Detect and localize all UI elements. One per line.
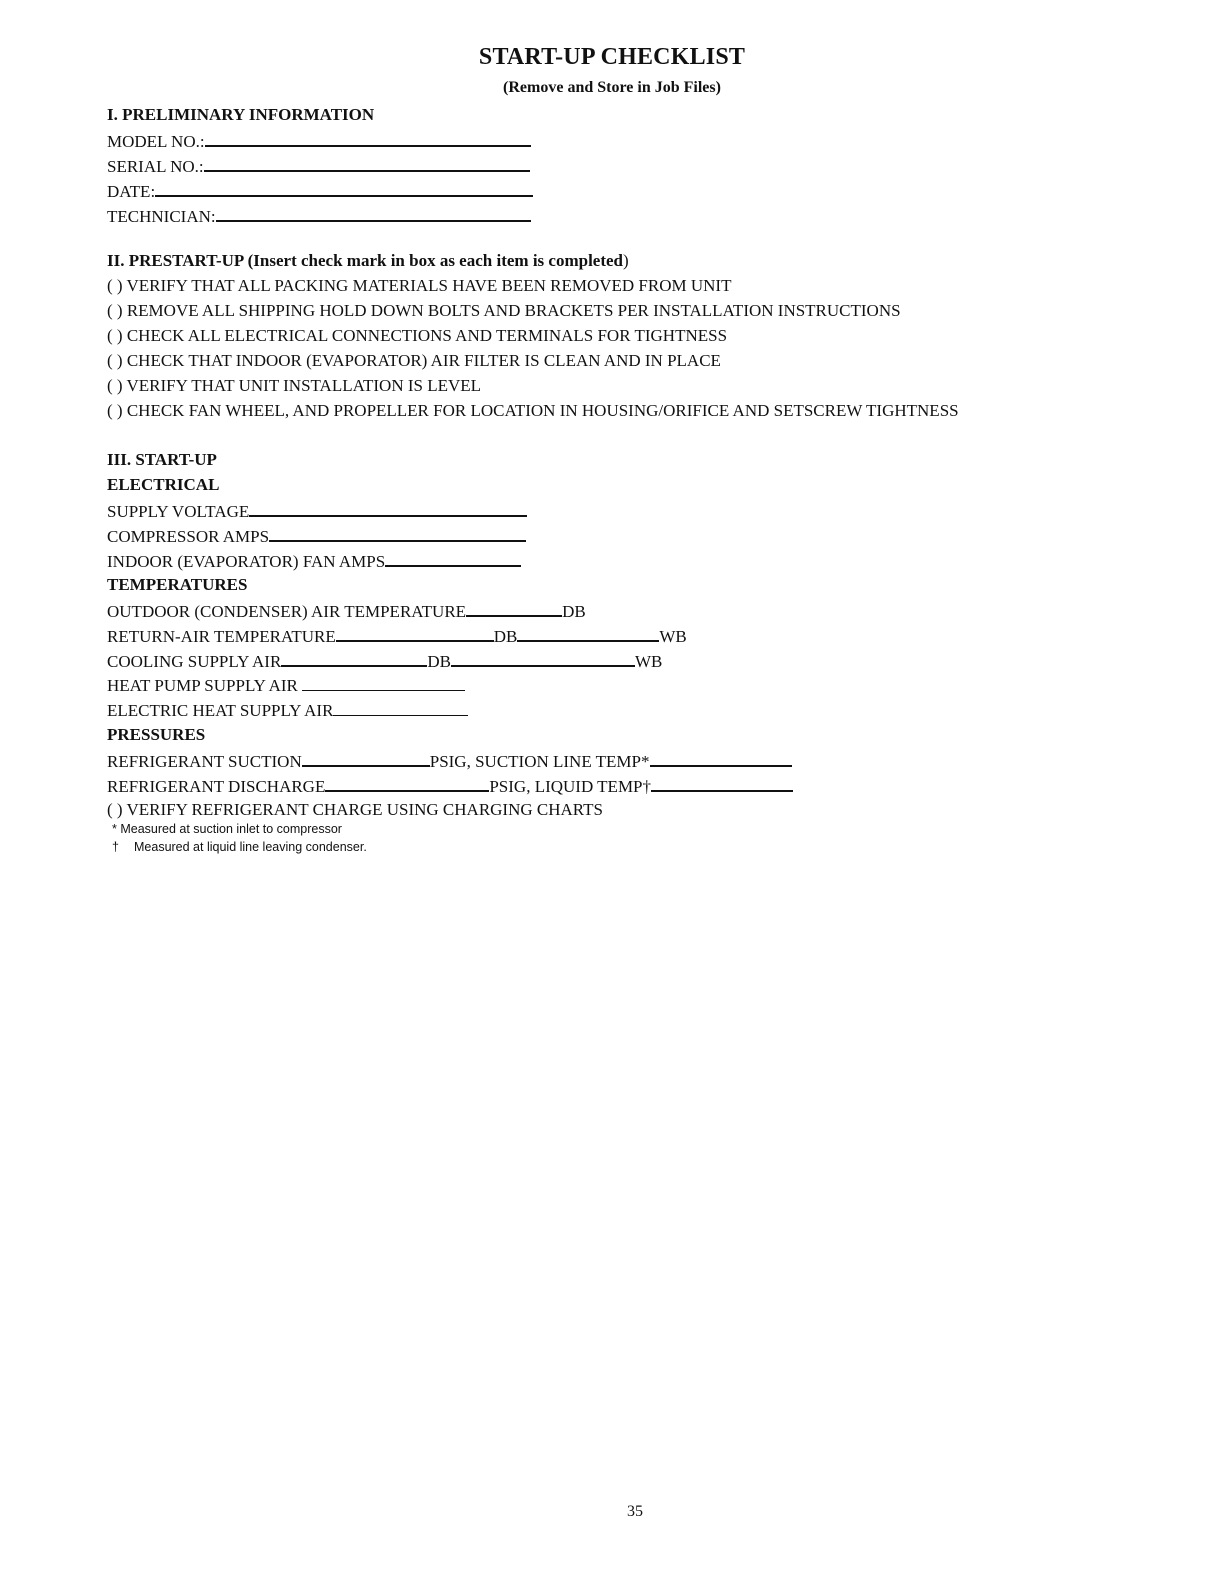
compressor-amps-row xyxy=(107,524,526,548)
date-row xyxy=(107,179,533,203)
electric-heat-supply-field[interactable] xyxy=(333,699,468,716)
outdoor-temp-label: OUTDOOR (CONDENSER) AIR TEMPERATURE xyxy=(107,602,467,621)
model-field[interactable] xyxy=(205,129,531,147)
liquid-temp-field[interactable] xyxy=(651,774,793,792)
prestart-item[interactable]: ( ) REMOVE ALL SHIPPING HOLD DOWN BOLTS AND BRACKETS PER INSTALLATION INSTRUCTIONS xyxy=(107,301,901,320)
compressor-amps-label: COMPRESSOR AMPS xyxy=(107,527,270,546)
prestart-item[interactable]: ( ) VERIFY THAT ALL PACKING MATERIALS HAVE BEEN REMOVED FROM UNIT xyxy=(107,276,732,295)
startup-heading: III. START-UP xyxy=(107,450,217,469)
electric-heat-supply-label: ELECTRIC HEAT SUPPLY AIR xyxy=(107,701,334,720)
liquid-temp-label: PSIG, LIQUID TEMP† xyxy=(489,777,652,796)
suction-psig-field[interactable] xyxy=(302,749,430,767)
return-air-db-field[interactable] xyxy=(336,624,494,642)
page-number: 35 xyxy=(627,1503,643,1520)
supply-voltage-label: SUPPLY VOLTAGE xyxy=(107,502,250,521)
preliminary-heading: I. PRELIMINARY INFORMATION xyxy=(107,105,375,124)
discharge-label: REFRIGERANT DISCHARGE xyxy=(107,777,326,796)
wb-unit: WB xyxy=(634,652,663,671)
return-air-label: RETURN-AIR TEMPERATURE xyxy=(107,627,336,646)
dagger-symbol: † xyxy=(112,840,119,854)
pressures-heading: PRESSURES xyxy=(107,725,206,744)
suction-footnote: * Measured at suction inlet to compressor xyxy=(112,822,342,836)
cooling-supply-row xyxy=(107,649,662,673)
electrical-heading: ELECTRICAL xyxy=(107,475,220,494)
prestart-item[interactable]: ( ) CHECK THAT INDOOR (EVAPORATOR) AIR FILTER IS CLEAN AND IN PLACE xyxy=(107,351,721,370)
prestart-heading-text: II. PRESTART-UP (Insert check mark in box as each item is completed xyxy=(107,251,624,270)
prestart-heading-close: ) xyxy=(623,251,629,270)
compressor-amps-field[interactable] xyxy=(269,524,526,542)
technician-row xyxy=(107,204,531,228)
model-row xyxy=(107,129,531,153)
suction-line-temp-label: PSIG, SUCTION LINE TEMP* xyxy=(429,752,650,771)
date-field[interactable] xyxy=(155,179,533,197)
return-air-row xyxy=(107,624,687,648)
technician-field[interactable] xyxy=(216,204,531,222)
heat-pump-supply-row xyxy=(107,674,465,697)
indoor-fan-amps-label: INDOOR (EVAPORATOR) FAN AMPS xyxy=(107,552,386,571)
indoor-fan-amps-row xyxy=(107,549,521,573)
cooling-supply-db-field[interactable] xyxy=(281,649,427,667)
suction-line-temp-field[interactable] xyxy=(650,749,792,767)
date-label: DATE: xyxy=(107,182,156,201)
discharge-row xyxy=(107,774,793,798)
heat-pump-supply-field[interactable] xyxy=(302,674,465,691)
outdoor-db-field[interactable] xyxy=(466,599,562,617)
page-title: START-UP CHECKLIST xyxy=(478,44,746,70)
prestart-item[interactable]: ( ) VERIFY THAT UNIT INSTALLATION IS LEVEL xyxy=(107,376,482,395)
serial-label: SERIAL NO.: xyxy=(107,157,204,176)
temperatures-heading: TEMPERATURES xyxy=(107,575,248,594)
liquid-footnote xyxy=(112,840,367,854)
page-subtitle: (Remove and Store in Job Files) xyxy=(503,79,721,96)
suction-row xyxy=(107,749,792,773)
suction-label: REFRIGERANT SUCTION xyxy=(107,752,302,771)
cooling-supply-label: COOLING SUPPLY AIR xyxy=(107,652,282,671)
prestart-item[interactable]: ( ) CHECK ALL ELECTRICAL CONNECTIONS AND TERMINALS FOR TIGHTNESS xyxy=(107,326,728,345)
prestart-heading xyxy=(107,250,629,272)
electric-heat-supply-row xyxy=(107,699,468,722)
outdoor-temp-row xyxy=(107,599,586,623)
db-unit: DB xyxy=(427,652,451,671)
supply-voltage-field[interactable] xyxy=(249,499,527,517)
serial-row xyxy=(107,154,530,178)
db-unit: DB xyxy=(562,602,586,621)
discharge-psig-field[interactable] xyxy=(325,774,489,792)
wb-unit: WB xyxy=(659,627,687,646)
verify-charge-item[interactable]: ( ) VERIFY REFRIGERANT CHARGE USING CHARGING CHARTS xyxy=(107,800,603,819)
prestart-item[interactable]: ( ) CHECK FAN WHEEL, AND PROPELLER FOR LOCATION IN HOUSING/ORIFICE AND SETSCREW TIGHTNESS xyxy=(107,401,959,420)
return-air-wb-field[interactable] xyxy=(517,624,659,642)
supply-voltage-row xyxy=(107,499,527,523)
heat-pump-supply-label: HEAT PUMP SUPPLY AIR xyxy=(107,676,303,695)
serial-field[interactable] xyxy=(204,154,530,172)
indoor-fan-amps-field[interactable] xyxy=(385,549,521,567)
db-unit: DB xyxy=(493,627,518,646)
model-label: MODEL NO.: xyxy=(107,132,205,151)
cooling-supply-wb-field[interactable] xyxy=(451,649,635,667)
liquid-footnote-text: Measured at liquid line leaving condenser. xyxy=(134,840,367,854)
technician-label: TECHNICIAN: xyxy=(107,207,216,226)
